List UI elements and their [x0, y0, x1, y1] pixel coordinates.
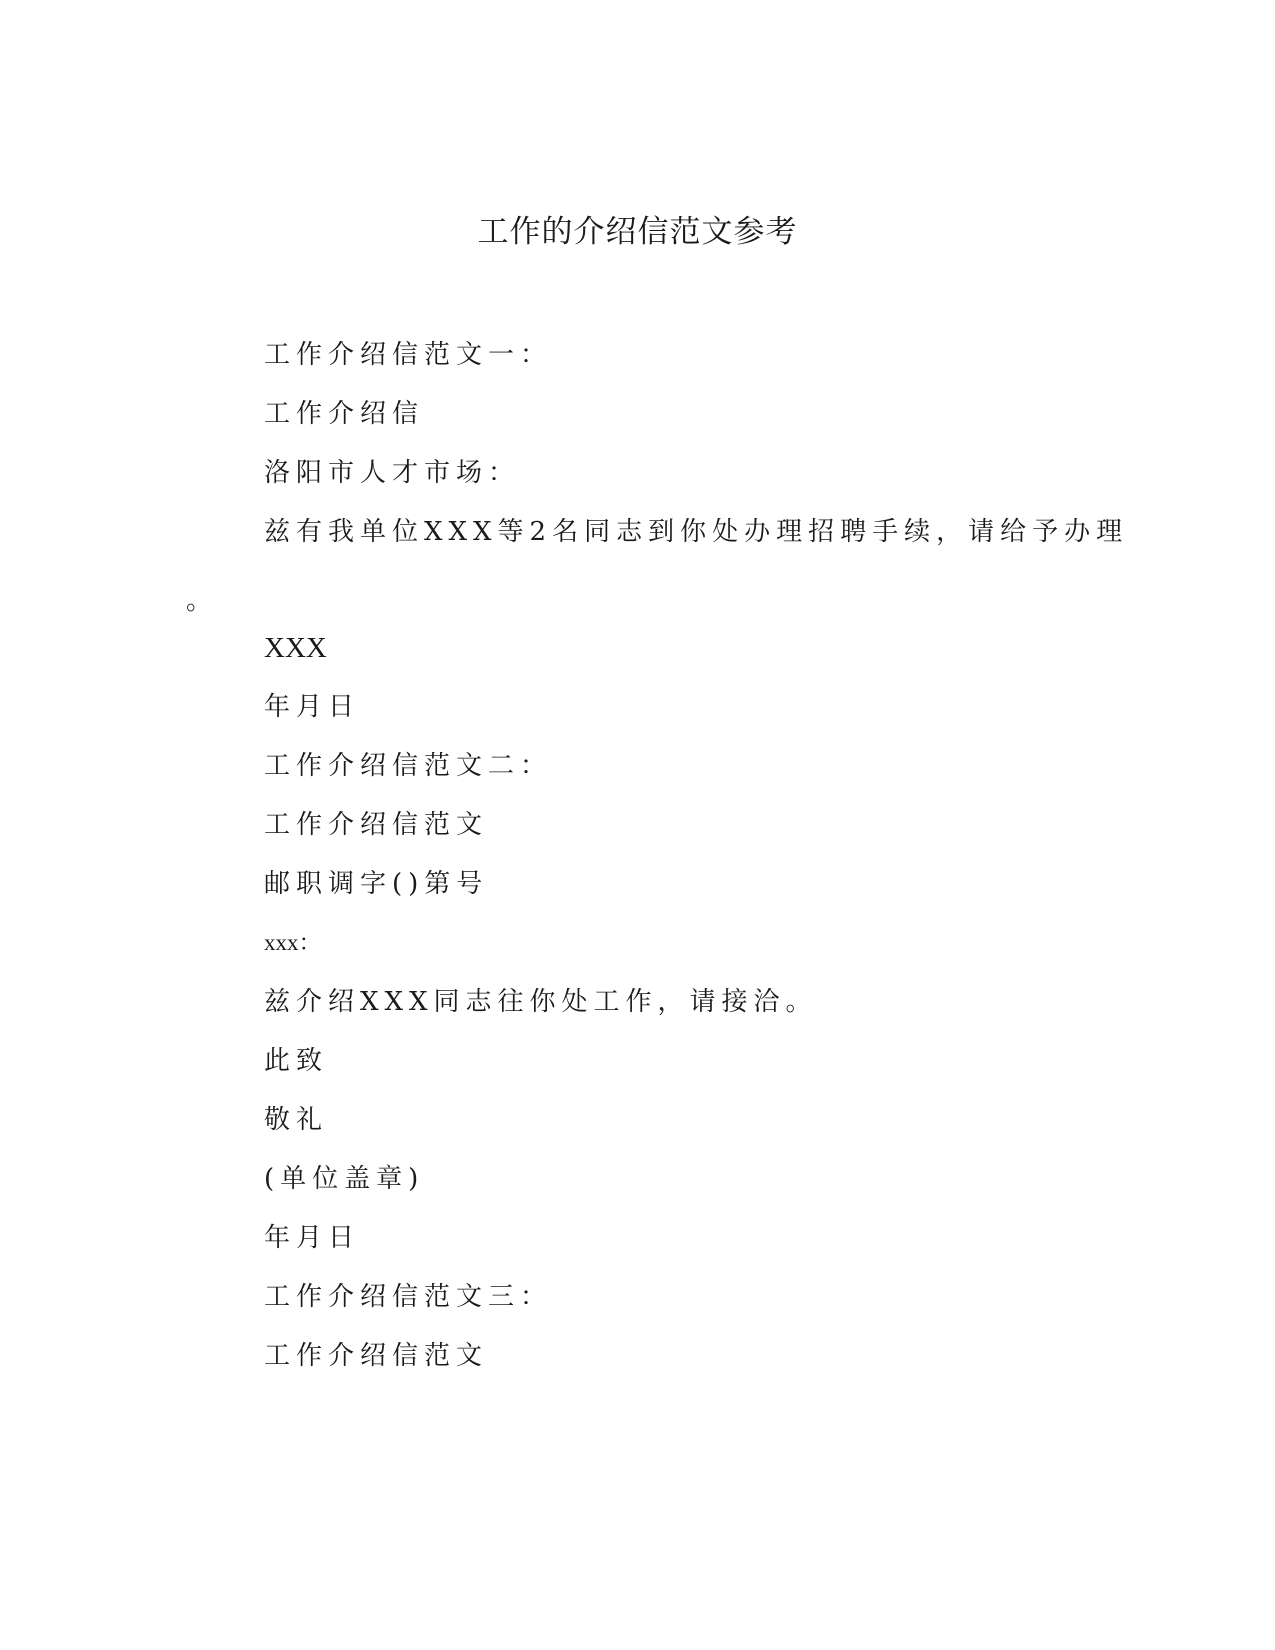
section-heading-1: 工作介绍信范文一： — [264, 340, 553, 370]
letter-title: 工作介绍信范文 — [264, 810, 489, 840]
reference-number: 邮职调字()第号 — [264, 869, 489, 899]
document-title: 工作的介绍信范文参考 — [477, 214, 798, 250]
seal-note: (单位盖章) — [264, 1164, 425, 1194]
date-line: 年月日 — [264, 1223, 361, 1253]
body-paragraph-wrap: 。 — [186, 586, 213, 616]
recipient: 洛阳市人才市场： — [264, 458, 521, 488]
signature-name: XXX — [264, 632, 327, 664]
date-line: 年月日 — [264, 692, 361, 722]
body-paragraph: 兹有我单位XXX等2名同志到你处办理招聘手续，请给予办理 — [264, 517, 1129, 547]
letter-title: 工作介绍信 — [264, 399, 425, 429]
body-paragraph: 兹介绍XXX同志往你处工作，请接洽。 — [264, 987, 818, 1017]
letter-title: 工作介绍信范文 — [264, 1341, 489, 1371]
closing: 此致 — [264, 1046, 329, 1076]
recipient: xxx： — [264, 930, 322, 955]
closing-salutation: 敬礼 — [264, 1105, 329, 1135]
section-heading-3: 工作介绍信范文三： — [264, 1282, 553, 1312]
section-heading-2: 工作介绍信范文二： — [264, 751, 553, 781]
